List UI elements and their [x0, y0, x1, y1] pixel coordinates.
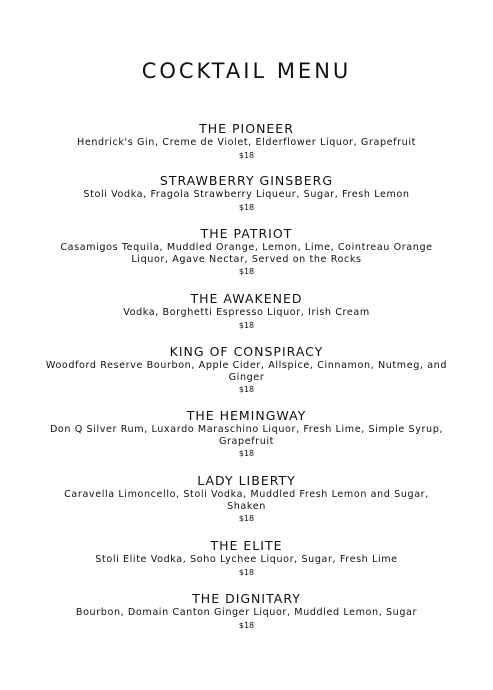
menu-item: [30, 226, 463, 277]
item-description: Vodka, Borghetti Espresso Liquor, Irish Cream: [123, 307, 370, 318]
item-description: Casamigos Tequila, Muddled Orange, Lemon, Lime, Cointreau Orange Liquor, Agave Nectar, Served on the Rocks: [60, 242, 433, 265]
item-price: $18: [238, 514, 255, 523]
item-price: $18: [238, 567, 255, 577]
item-price: $18: [238, 385, 255, 394]
item-price: $18: [238, 620, 255, 630]
item-description: Hendrick's Gin, Creme de Violet, Elderflower Liquor, Grapefruit: [77, 137, 416, 148]
item-price: $18: [238, 449, 255, 458]
item-description: Stoli Vodka, Fragola Strawberry Liqueur, Sugar, Fresh Lemon: [83, 189, 410, 200]
item-name: KING OF CONSPIRACY: [169, 344, 324, 359]
menu-item: [30, 538, 463, 578]
item-description: Caravella Limoncello, Stoli Vodka, Muddled Fresh Lemon and Sugar, Shaken: [64, 489, 429, 512]
item-price: $18: [238, 320, 255, 330]
item-name: THE HEMINGWAY: [186, 408, 307, 423]
item-description: Stoli Elite Vodka, Soho Lychee Liquor, Sugar, Fresh Lime: [95, 554, 398, 565]
item-price: $18: [238, 150, 255, 160]
item-name: LADY LIBERTY: [197, 473, 296, 488]
item-name: THE DIGNITARY: [192, 591, 301, 606]
item-name: THE AWAKENED: [190, 291, 303, 306]
item-description: Woodford Reserve Bourbon, Apple Cider, Allspice, Cinnamon, Nutmeg, and Ginger: [45, 360, 448, 383]
menu-item: [30, 121, 463, 161]
menu-title: COCKTAIL MENU: [141, 59, 352, 83]
menu-item: [30, 408, 463, 459]
item-description: Don Q Silver Rum, Luxardo Maraschino Liquor, Fresh Lime, Simple Syrup, Grapefruit: [49, 424, 444, 447]
item-description: Bourbon, Domain Canton Ginger Liquor, Muddled Lemon, Sugar: [75, 607, 418, 618]
item-price: $18: [238, 267, 255, 276]
menu-item: [30, 173, 463, 213]
item-name: STRAWBERRY GINSBERG: [159, 173, 334, 188]
menu-item: [30, 344, 463, 395]
menu-item: [30, 473, 463, 524]
item-name: THE ELITE: [210, 538, 283, 553]
item-name: THE PIONEER: [199, 121, 294, 136]
item-name: THE PATRIOT: [200, 226, 293, 241]
menu-item: [30, 291, 463, 331]
menu-item: [30, 591, 463, 631]
item-price: $18: [238, 202, 255, 212]
